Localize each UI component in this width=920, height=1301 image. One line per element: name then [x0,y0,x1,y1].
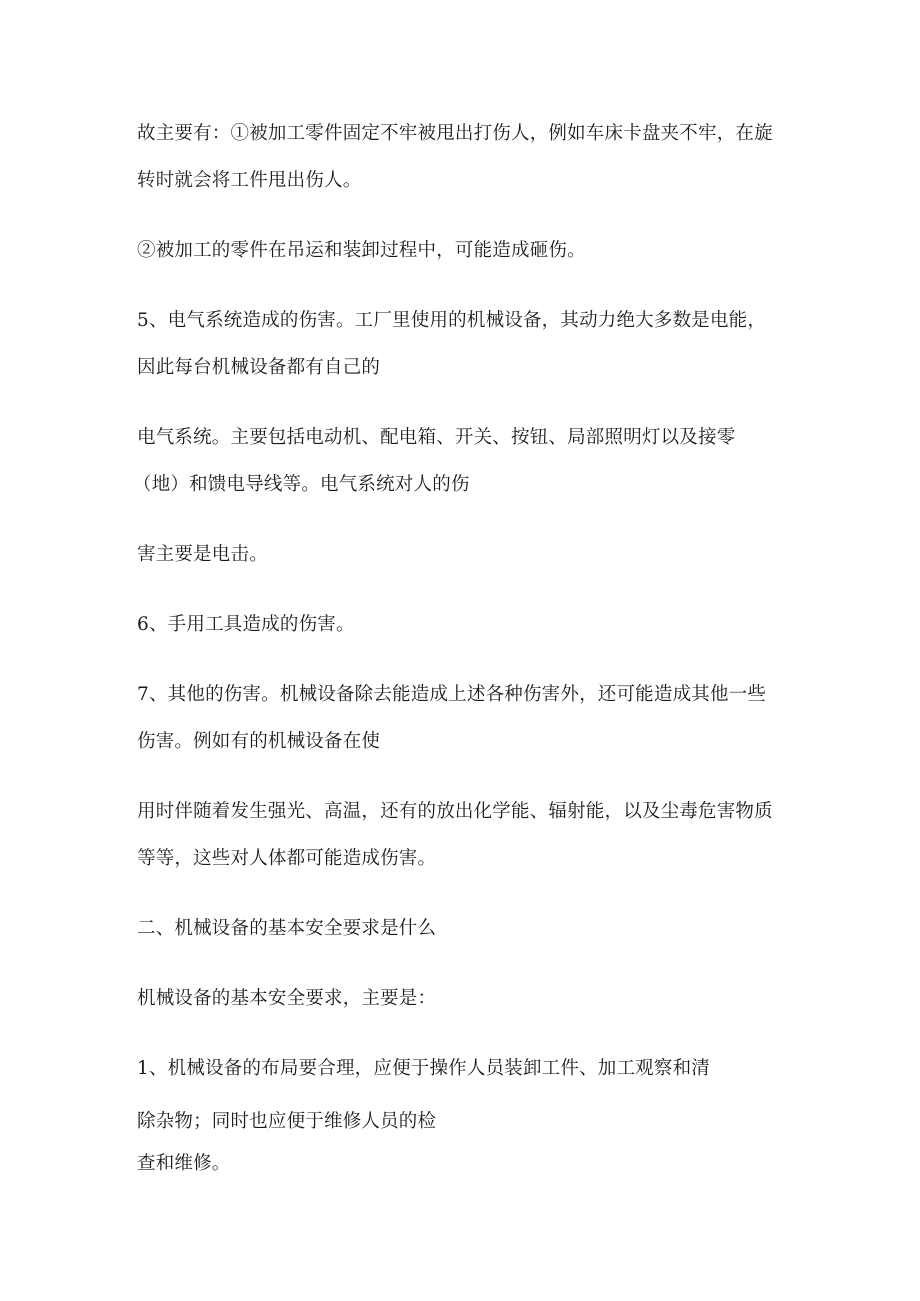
text-line: 除杂物；同时也应便于维修人员的检 [137,1111,437,1132]
text-line: （地）和馈电导线等。电气系统对人的伤 [133,474,470,495]
text-line: 5、电气系统造成的伤害。工厂里使用的机械设备，其动力绝大多数是电能， [137,310,767,331]
text-line: 伤害。例如有的机械设备在使 [137,731,381,752]
text-line: 电气系统。主要包括电动机、配电箱、开关、按钮、局部照明灯以及接零 [137,427,736,448]
text-line: 转时就会将工件甩出伤人。 [137,170,362,191]
text-line: 用时伴随着发生强光、高温，还有的放出化学能、辐射能，以及尘毒危害物质 [137,801,773,822]
text-line: 故主要有：①被加工零件固定不牢被甩出打伤人，例如车床卡盘夹不牢，在旋 [137,123,773,144]
text-line: 1、机械设备的布局要合理，应便于操作人员装卸工件、加工观察和清 [137,1058,710,1079]
text-line: 6、手用工具造成的伤害。 [137,614,355,635]
text-line: 机械设备的基本安全要求，主要是： [137,988,437,1009]
text-line: 查和维修。 [137,1153,231,1174]
section-heading: 二、机械设备的基本安全要求是什么 [137,918,437,939]
text-line: 7、其他的伤害。机械设备除去能造成上述各种伤害外，还可能造成其他一些 [137,684,767,705]
text-line: 害主要是电击。 [137,544,268,565]
text-line: 等等，这些对人体都可能造成伤害。 [137,848,437,869]
text-line: ②被加工的零件在吊运和装卸过程中，可能造成砸伤。 [137,240,586,261]
text-line: 因此每台机械设备都有自己的 [137,357,381,378]
